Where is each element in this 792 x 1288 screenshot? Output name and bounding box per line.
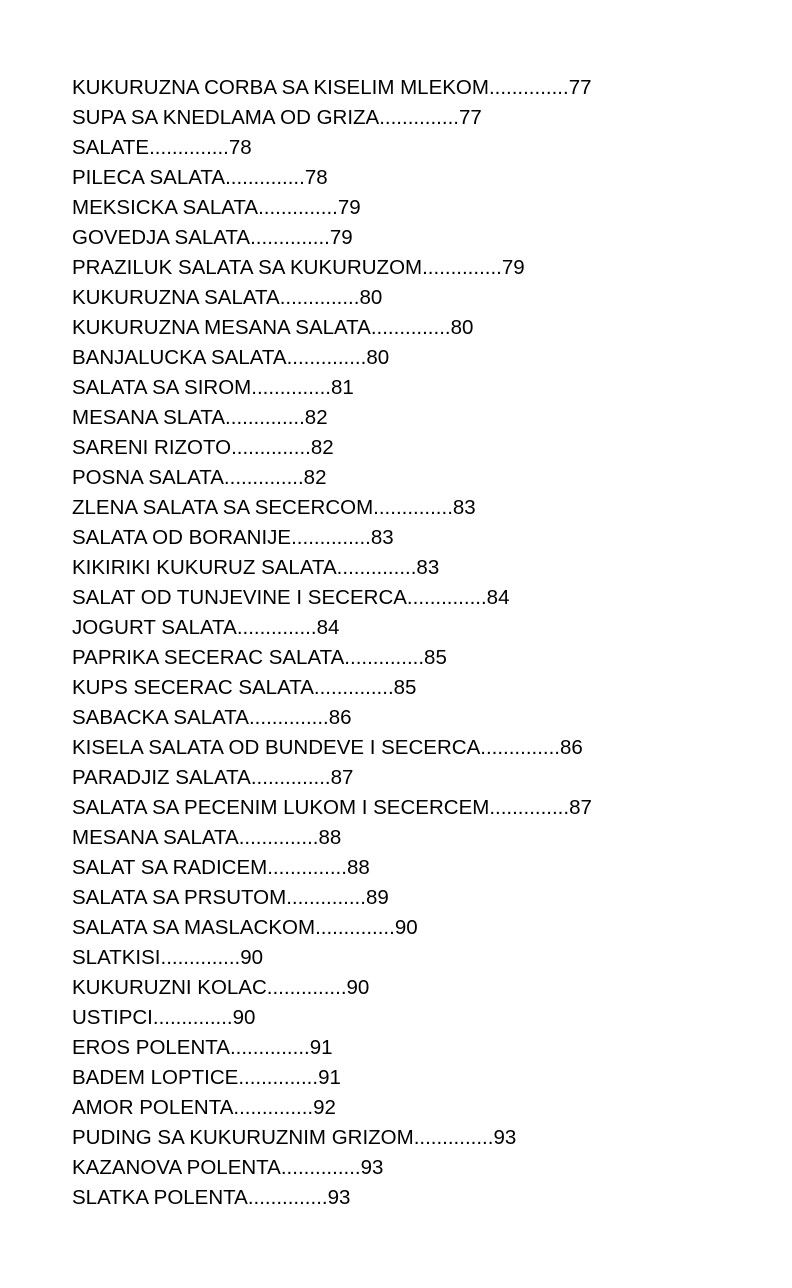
toc-entry-page-number: 93: [360, 1156, 384, 1179]
toc-entry-leader: ..............: [315, 916, 395, 939]
toc-entry-leader: ..............: [413, 1126, 494, 1149]
toc-entry-leader: ..............: [406, 586, 487, 609]
toc-entry-page-number: 93: [493, 1126, 517, 1149]
toc-entry: [72, 1123, 592, 1153]
toc-entry-title: USTIPCI: [72, 1006, 153, 1029]
toc-entry: [72, 643, 592, 673]
toc-entry: [72, 73, 592, 103]
toc-entry: [72, 253, 592, 283]
toc-entry-title: SLATKISI: [72, 946, 161, 969]
toc-entry-page-number: 78: [228, 136, 252, 159]
toc-entry: [72, 733, 592, 763]
toc-entry-page-number: 82: [303, 466, 327, 489]
toc-entry-page-number: 90: [232, 1006, 256, 1029]
toc-entry-leader: ..............: [266, 976, 347, 999]
toc-entry-page-number: 77: [568, 76, 592, 99]
toc-entry-leader: ..............: [225, 166, 305, 189]
toc-entry-title: SALAT SA RADICEM: [72, 856, 268, 879]
toc-entry-title: SARENI RIZOTO: [72, 436, 232, 459]
toc-entry-title: KUKURUZNA CORBA SA KISELIM MLEKOM: [72, 76, 489, 99]
toc-entry-leader: ..............: [248, 706, 329, 729]
toc-entry-leader: ..............: [238, 1066, 319, 1089]
toc-entry-page-number: 79: [501, 256, 525, 279]
toc-entry-title: AMOR POLENTA: [72, 1096, 234, 1119]
toc-entry-title: SALATA OD BORANIJE: [72, 526, 292, 549]
toc-entry: [72, 763, 592, 793]
toc-entry-title: KUKURUZNA SALATA: [72, 286, 280, 309]
toc-entry-leader: ..............: [373, 496, 453, 519]
toc-entry-page-number: 87: [569, 796, 592, 819]
toc-entry-page-number: 83: [370, 526, 394, 549]
toc-entry-page-number: 85: [393, 676, 417, 699]
toc-entry-title: POSNA SALATA: [72, 466, 224, 489]
toc-entry-leader: ..............: [488, 76, 569, 99]
toc-entry-leader: ..............: [480, 736, 560, 759]
toc-entry: [72, 193, 592, 223]
toc-entry: [72, 403, 592, 433]
toc-entry-leader: ..............: [231, 436, 311, 459]
toc-entry: [72, 103, 592, 133]
toc-entry-leader: ..............: [291, 526, 371, 549]
toc-entry-page-number: 84: [316, 616, 340, 639]
toc-entry-title: PRAZILUK SALATA SA KUKURUZOM: [72, 256, 423, 279]
toc-entry: [72, 523, 592, 553]
toc-entry-page-number: 90: [240, 946, 264, 969]
table-of-contents: [72, 73, 592, 1213]
toc-entry: [72, 853, 592, 883]
toc-entry-title: KUKURUZNI KOLAC: [72, 976, 267, 999]
toc-entry-title: SLATKA POLENTA: [72, 1186, 248, 1209]
toc-entry-leader: ..............: [379, 106, 459, 129]
toc-entry-leader: ..............: [267, 856, 347, 879]
toc-entry-page-number: 82: [304, 406, 328, 429]
toc-entry-title: KAZANOVA POLENTA: [72, 1156, 281, 1179]
toc-entry-page-number: 77: [458, 106, 482, 129]
toc-entry-page-number: 91: [309, 1036, 333, 1059]
toc-entry-title: GOVEDJA SALATA: [72, 226, 251, 249]
toc-entry-page-number: 89: [365, 886, 389, 909]
toc-entry-leader: ..............: [336, 556, 417, 579]
toc-entry: [72, 133, 592, 163]
toc-entry-leader: ..............: [247, 1186, 328, 1209]
toc-entry-leader: ..............: [344, 646, 425, 669]
toc-entry-page-number: 93: [327, 1186, 351, 1209]
toc-entry-title: SALATA SA PRSUTOM: [72, 886, 287, 909]
toc-entry-leader: ..............: [279, 286, 360, 309]
toc-entry: [72, 703, 592, 733]
toc-entry-page-number: 91: [318, 1066, 341, 1089]
toc-entry: [72, 973, 592, 1003]
toc-entry-page-number: 88: [346, 856, 370, 879]
toc-entry: [72, 373, 592, 403]
toc-entry-leader: ..............: [313, 676, 394, 699]
toc-entry-leader: ..............: [251, 376, 331, 399]
toc-entry-leader: ..............: [286, 346, 367, 369]
toc-entry: [72, 1003, 592, 1033]
toc-entry: [72, 1183, 592, 1213]
toc-entry-leader: ..............: [160, 946, 241, 969]
toc-entry-title: SALATA SA MASLACKOM: [72, 916, 316, 939]
toc-entry: [72, 433, 592, 463]
toc-entry-page-number: 88: [318, 826, 342, 849]
toc-entry-page-number: 79: [337, 196, 361, 219]
toc-entry-page-number: 86: [560, 736, 583, 759]
toc-entry-title: SALAT OD TUNJEVINE I SECERCA: [72, 586, 407, 609]
toc-entry: [72, 1063, 592, 1093]
toc-entry-title: PAPRIKA SECERAC SALATA: [72, 646, 345, 669]
toc-entry-title: SALATA SA PECENIM LUKOM I SECERCEM: [72, 796, 490, 819]
toc-entry-leader: ..............: [489, 796, 570, 819]
toc-entry: [72, 463, 592, 493]
toc-entry-leader: ..............: [152, 1006, 233, 1029]
toc-entry-title: KISELA SALATA OD BUNDEVE I SECERCA: [72, 736, 481, 759]
toc-entry-title: JOGURT SALATA: [72, 616, 237, 639]
toc-entry-page-number: 85: [424, 646, 447, 669]
toc-entry-page-number: 90: [394, 916, 418, 939]
toc-entry-leader: ..............: [233, 1096, 314, 1119]
toc-entry-page-number: 84: [486, 586, 510, 609]
toc-entry-leader: ..............: [238, 826, 319, 849]
toc-entry-page-number: 78: [304, 166, 328, 189]
toc-entry-title: ZLENA SALATA SA SECERCOM: [72, 496, 374, 519]
toc-entry-leader: ..............: [422, 256, 502, 279]
toc-entry-leader: ..............: [223, 466, 304, 489]
toc-entry-page-number: 81: [331, 376, 354, 399]
toc-entry: [72, 673, 592, 703]
toc-entry-title: PILECA SALATA: [72, 166, 226, 189]
toc-entry-title: SALATE: [72, 136, 150, 159]
toc-entry-page-number: 80: [366, 346, 390, 369]
toc-entry-page-number: 83: [416, 556, 440, 579]
toc-entry-page-number: 83: [452, 496, 476, 519]
toc-entry-leader: ..............: [236, 616, 317, 639]
toc-entry-page-number: 87: [330, 766, 354, 789]
toc-entry-title: SABACKA SALATA: [72, 706, 249, 729]
toc-entry-page-number: 79: [329, 226, 353, 249]
toc-entry-leader: ..............: [225, 406, 305, 429]
toc-entry-leader: ..............: [370, 316, 451, 339]
toc-entry-title: PARADJIZ SALATA: [72, 766, 251, 789]
toc-entry-title: SUPA SA KNEDLAMA OD GRIZA: [72, 106, 380, 129]
toc-entry-page-number: 80: [359, 286, 383, 309]
toc-entry-leader: ..............: [280, 1156, 361, 1179]
toc-entry: [72, 493, 592, 523]
toc-entry: [72, 883, 592, 913]
toc-entry-title: KUKURUZNA MESANA SALATA: [72, 316, 371, 339]
toc-entry: [72, 793, 592, 823]
toc-entry-page-number: 82: [310, 436, 334, 459]
toc-entry: [72, 223, 592, 253]
toc-entry: [72, 343, 592, 373]
toc-entry: [72, 1033, 592, 1063]
toc-entry: [72, 313, 592, 343]
toc-entry-title: SALATA SA SIROM: [72, 376, 252, 399]
toc-entry: [72, 583, 592, 613]
toc-entry-page-number: 90: [346, 976, 370, 999]
toc-entry: [72, 823, 592, 853]
toc-entry: [72, 613, 592, 643]
toc-entry: [72, 943, 592, 973]
toc-entry: [72, 913, 592, 943]
toc-entry-title: MESANA SLATA: [72, 406, 226, 429]
toc-entry-leader: ..............: [258, 196, 338, 219]
toc-entry-title: MEKSICKA SALATA: [72, 196, 259, 219]
toc-entry-leader: ..............: [250, 226, 330, 249]
toc-entry: [72, 283, 592, 313]
toc-entry-leader: ..............: [229, 1036, 310, 1059]
toc-entry: [72, 553, 592, 583]
toc-entry-title: EROS POLENTA: [72, 1036, 230, 1059]
toc-entry-leader: ..............: [286, 886, 366, 909]
toc-entry-title: KIKIRIKI KUKURUZ SALATA: [72, 556, 337, 579]
toc-entry-leader: ..............: [250, 766, 331, 789]
toc-entry-leader: ..............: [149, 136, 229, 159]
toc-entry-title: KUPS SECERAC SALATA: [72, 676, 314, 699]
toc-entry-title: MESANA SALATA: [72, 826, 239, 849]
toc-entry-page-number: 86: [328, 706, 352, 729]
toc-entry-title: BANJALUCKA SALATA: [72, 346, 287, 369]
toc-entry: [72, 1093, 592, 1123]
toc-entry-page-number: 92: [313, 1096, 336, 1119]
toc-entry: [72, 1153, 592, 1183]
toc-entry-title: PUDING SA KUKURUZNIM GRIZOM: [72, 1126, 414, 1149]
toc-entry-title: BADEM LOPTICE: [72, 1066, 239, 1089]
toc-entry: [72, 163, 592, 193]
toc-entry-page-number: 80: [450, 316, 474, 339]
